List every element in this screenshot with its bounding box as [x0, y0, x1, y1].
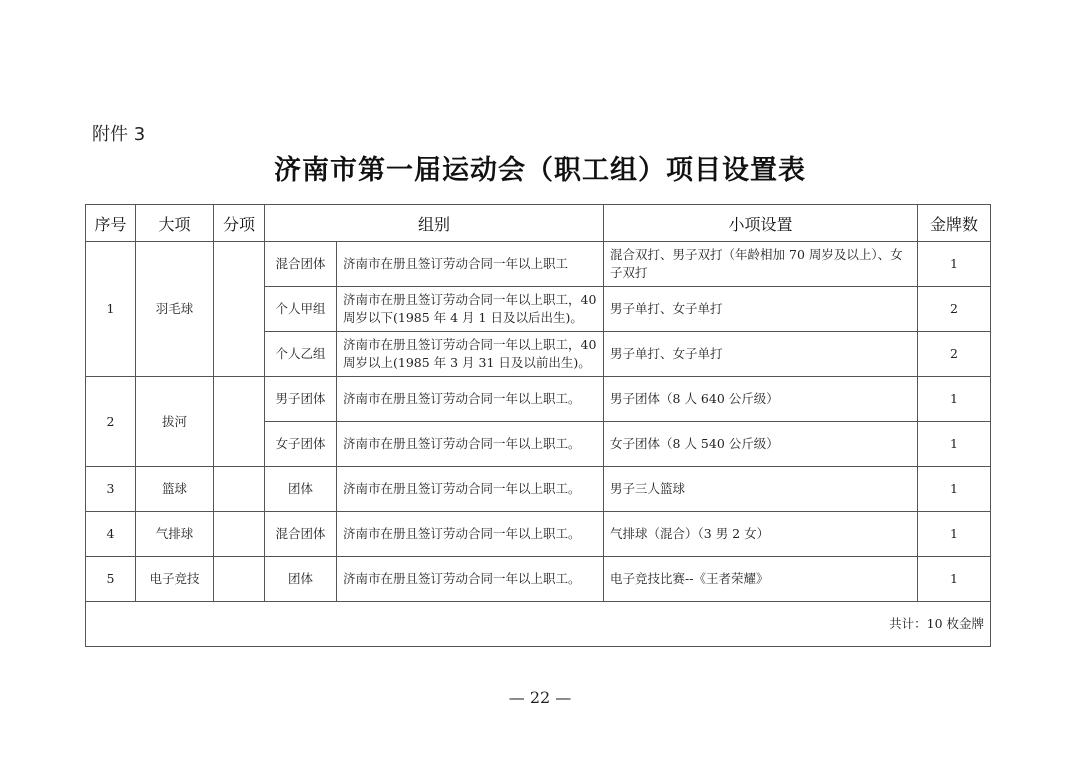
cell-events: 电子竞技比赛--《王者荣耀》	[604, 557, 918, 602]
attachment-label: 附件 3	[92, 124, 146, 145]
header-major: 大项	[136, 205, 214, 242]
cell-sport-name: 拔河	[136, 377, 214, 467]
event-setup-table	[85, 204, 991, 647]
cell-medals: 1	[918, 512, 991, 557]
cell-group-type: 团体	[265, 467, 337, 512]
header-medals: 金牌数	[918, 205, 991, 242]
cell-sport-name: 篮球	[136, 467, 214, 512]
cell-eligibility: 济南市在册且签订劳动合同一年以上职工。	[337, 557, 604, 602]
cell-sport-name: 电子竞技	[136, 557, 214, 602]
header-events: 小项设置	[604, 205, 918, 242]
cell-eligibility: 济南市在册且签订劳动合同一年以上职工。	[337, 512, 604, 557]
cell-medals: 1	[918, 242, 991, 287]
cell-medals: 1	[918, 422, 991, 467]
cell-seq: 4	[86, 512, 136, 557]
header-group: 组别	[265, 205, 604, 242]
cell-medals: 1	[918, 557, 991, 602]
cell-medals: 2	[918, 287, 991, 332]
cell-eligibility: 济南市在册且签订劳动合同一年以上职工，40 周岁以下(1985 年 4 月 1 日及以后出生)。	[337, 287, 604, 332]
cell-events: 女子团体（8 人 540 公斤级）	[604, 422, 918, 467]
cell-medals: 2	[918, 332, 991, 377]
cell-events: 男子单打、女子单打	[604, 332, 918, 377]
cell-eligibility: 济南市在册且签订劳动合同一年以上职工。	[337, 467, 604, 512]
table-body	[86, 242, 991, 602]
cell-group-type: 男子团体	[265, 377, 337, 422]
table-row	[86, 377, 991, 422]
cell-medals: 1	[918, 377, 991, 422]
cell-events: 混合双打、男子双打（年龄相加 70 周岁及以上）、女子双打	[604, 242, 918, 287]
cell-group-type: 个人甲组	[265, 287, 337, 332]
cell-eligibility: 济南市在册且签订劳动合同一年以上职工	[337, 242, 604, 287]
cell-medals: 1	[918, 467, 991, 512]
cell-sub	[214, 377, 265, 467]
cell-sport-name: 气排球	[136, 512, 214, 557]
cell-sub	[214, 557, 265, 602]
cell-group-type: 混合团体	[265, 242, 337, 287]
cell-events: 男子单打、女子单打	[604, 287, 918, 332]
table-row	[86, 467, 991, 512]
page-number: — 22 —	[508, 688, 572, 707]
cell-events: 气排球（混合）（3 男 2 女）	[604, 512, 918, 557]
cell-events: 男子团体（8 人 640 公斤级）	[604, 377, 918, 422]
total-cell: 共计：10 枚金牌	[86, 602, 991, 647]
table-row	[86, 512, 991, 557]
header-sub: 分项	[214, 205, 265, 242]
cell-group-type: 个人乙组	[265, 332, 337, 377]
total-row	[86, 602, 991, 647]
cell-events: 男子三人篮球	[604, 467, 918, 512]
cell-seq: 1	[86, 242, 136, 377]
cell-seq: 3	[86, 467, 136, 512]
header-seq: 序号	[86, 205, 136, 242]
cell-sub	[214, 512, 265, 557]
table-header-row	[86, 205, 991, 242]
cell-group-type: 混合团体	[265, 512, 337, 557]
cell-sub	[214, 242, 265, 377]
cell-eligibility: 济南市在册且签订劳动合同一年以上职工。	[337, 377, 604, 422]
cell-sub	[214, 467, 265, 512]
document-title: 济南市第一届运动会（职工组）项目设置表	[274, 155, 806, 186]
cell-group-type: 女子团体	[265, 422, 337, 467]
cell-eligibility: 济南市在册且签订劳动合同一年以上职工。	[337, 422, 604, 467]
cell-seq: 5	[86, 557, 136, 602]
table-row	[86, 557, 991, 602]
cell-group-type: 团体	[265, 557, 337, 602]
table-row	[86, 242, 991, 287]
cell-sport-name: 羽毛球	[136, 242, 214, 377]
cell-eligibility: 济南市在册且签订劳动合同一年以上职工，40 周岁以上(1985 年 3 月 31 日及以前出生)。	[337, 332, 604, 377]
cell-seq: 2	[86, 377, 136, 467]
